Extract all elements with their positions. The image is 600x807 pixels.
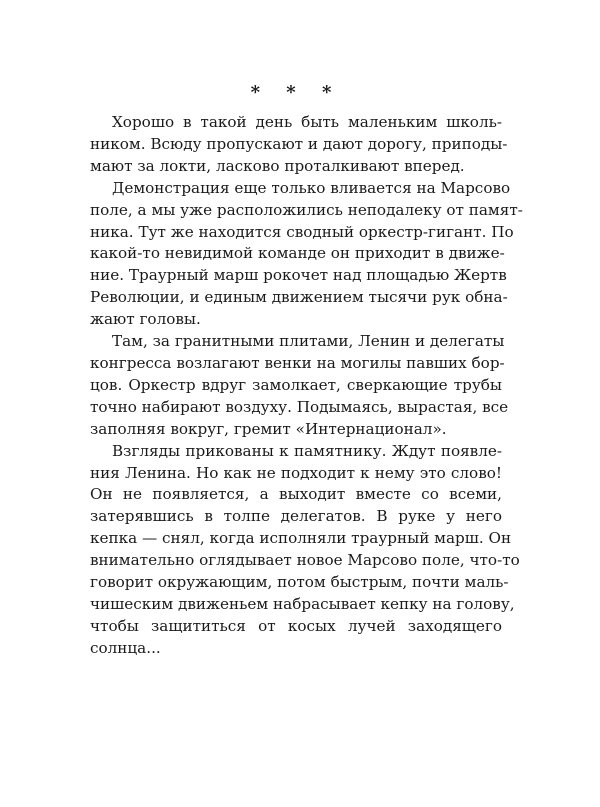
text-line: ния Ленина. Но как не подходит к нему это слово! (90, 463, 502, 482)
text-line: цов. Оркестр вдруг замолкает, сверкающие трубы (90, 375, 502, 394)
text-line: солнца... (90, 638, 161, 657)
section-separator: * * * (250, 82, 342, 103)
paragraph (90, 331, 509, 441)
text-line: поле, а мы уже расположились неподалеку от памят- (90, 200, 523, 219)
text-line: внимательно оглядывает новое Марсово поле, что-то (90, 551, 520, 570)
text-line: точно набирают воздуху. Подымаясь, вырастая, все (90, 397, 509, 416)
text-line: говорит окружающим, потом быстрым, почти маль- (90, 573, 509, 592)
page-body (90, 82, 523, 660)
text-line: мают за локти, ласково проталкивают вперед. (90, 156, 465, 175)
paragraph (90, 441, 520, 660)
text-line: Там, за гранитными плитами, Ленин и делегаты (112, 332, 505, 351)
text-line: Он не появляется, а выходит вместе со всеми, (90, 485, 502, 504)
text-content (90, 112, 523, 660)
text-line: жают головы. (90, 310, 201, 329)
text-line: Хорошо в такой день быть маленьким школь- (112, 113, 502, 131)
text-line: ника. Тут же находится сводный оркестр-гигант. По (90, 222, 514, 241)
text-line: Революции, и единым движением тысячи рук обна- (90, 288, 508, 307)
text-line: Взгляды прикованы к памятнику. Ждут появле- (112, 441, 502, 460)
text-line: конгресса возлагают венки на могилы павших бор- (90, 353, 505, 372)
paragraph (90, 178, 523, 331)
text-line: чишеским движеньем набрасывает кепку на голову, (90, 594, 515, 613)
text-line: чтобы защититься от косых лучей заходящего (90, 616, 502, 635)
text-line: ником. Всюду пропускают и дают дорогу, приподы- (90, 134, 508, 153)
text-line: ние. Траурный марш рокочет над площадью Жертв (90, 266, 507, 285)
text-line: затерявшись в толпе делегатов. В руке у него (90, 507, 502, 526)
text-line: заполняя вокруг, гремит «Интернационал». (90, 419, 447, 438)
text-line: Демонстрация еще только вливается на Марсово (112, 178, 511, 197)
paragraph (90, 112, 508, 178)
text-line: кепка — снял, когда исполняли траурный марш. Он (90, 529, 512, 548)
text-line: какой-то невидимой команде он приходит в движе- (90, 244, 505, 263)
